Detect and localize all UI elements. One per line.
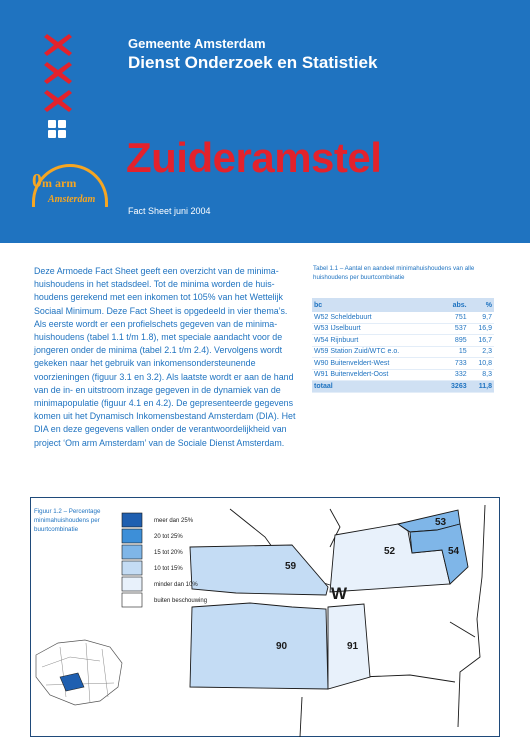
legend-label: minder dan 10% (154, 582, 198, 588)
map-caption: Figuur 1.2 – Percentage minimahuishoudens per buurtcombinatie (34, 508, 101, 533)
table-cell: 10,8 (469, 358, 494, 370)
dots-icon (48, 120, 66, 138)
logo-text-line1 (32, 170, 76, 193)
cross-icon (44, 34, 72, 56)
map-area-label: 90 (276, 641, 288, 652)
table-header-cell: abs. (440, 298, 468, 312)
om-arm-amsterdam-logo (28, 162, 118, 222)
org-department: Dienst Onderzoek en Statistiek (128, 53, 378, 72)
table-cell: 895 (440, 335, 468, 347)
table-total-row (312, 381, 494, 393)
header-banner (0, 0, 530, 243)
table-row (312, 312, 494, 323)
logo-text-line2: Amsterdam (48, 194, 96, 205)
map-area-label: 59 (285, 561, 297, 572)
map-area-label: 91 (347, 641, 359, 652)
cross-icon (44, 90, 72, 112)
table-row (312, 335, 494, 347)
table-cell: 751 (440, 312, 468, 323)
legend-swatch (122, 513, 142, 527)
table-cell: 3263 (440, 381, 468, 393)
map-area-label: 54 (448, 546, 460, 557)
amsterdam-crosses (44, 34, 72, 118)
map-area-label: 53 (435, 517, 447, 528)
page-subtitle: Fact Sheet juni 2004 (128, 206, 211, 216)
table-header-cell: % (469, 298, 494, 312)
table-cell: totaal (312, 381, 440, 393)
legend-label: meer dan 25% (154, 518, 194, 524)
table-row (312, 323, 494, 335)
legend-label: 20 tot 25% (154, 534, 183, 540)
table-header-row (312, 298, 494, 312)
table-cell: 2,3 (469, 346, 494, 358)
legend-label: 10 tot 15% (154, 566, 183, 572)
legend-label: buiten beschouwing (154, 598, 208, 604)
table-cell: 9,7 (469, 312, 494, 323)
table-cell: 8,3 (469, 369, 494, 381)
table-cell: W91 Buitenveldert-Oost (312, 369, 440, 381)
legend-swatch (122, 529, 142, 543)
legend-swatch (122, 545, 142, 559)
table-cell: 16,7 (469, 335, 494, 347)
table-row (312, 346, 494, 358)
map-area-label: 52 (384, 546, 396, 557)
table-row (312, 369, 494, 381)
map-area-90 (190, 603, 328, 689)
legend-swatch (122, 593, 142, 607)
legend-swatch (122, 561, 142, 575)
table-cell: W52 Scheldebuurt (312, 312, 440, 323)
org-name: Gemeente Amsterdam (128, 36, 266, 51)
table-cell: 16,9 (469, 323, 494, 335)
table-cell: 11,8 (469, 381, 494, 393)
table-cell: W53 IJselbuurt (312, 323, 440, 335)
logo-text-zero: 0 (32, 170, 42, 192)
cross-icon (44, 62, 72, 84)
intro-paragraph: Deze Armoede Fact Sheet geeft een overzicht van de minima-huishoudens in het stadsdeel. Tot de minima worden de huis-houdens gerekend met een inkomen tot 105% van het Wettelijk Sociaal Minimum. Deze Fact Sheet is opgedeeld in vier thema’s. Als eerste wordt er een profielschets gegeven van de minima-huishoudens (tabel 1.1 t/m 1.8), met speciale aandacht voor de jongeren onder de minima (tabel 2.1 t/m 2.4). Vervolgens wordt gekeken naar het gebruik van inkomensondersteunende voorzieningen (figuur 3.1 en 3.2). Als laatste wordt er aan de hand van de in- en uitstroom inzage gegeven in de dynamiek van de minimapopulatie (figuur 4.1 en 4.2). De gepresenteerde gegevens komen uit het Dynamisch Inkomensbestand Amsterdam (DIA). Het DIA en deze gegevens vallen onder de verantwoordelijkheid van project ‘Om arm Amsterdam’ van de Sociale Dienst Amsterdam. (34, 266, 296, 448)
minima-table (312, 298, 494, 393)
table-cell: W90 Buitenveldert-West (312, 358, 440, 370)
table-header-cell: bc (312, 298, 440, 312)
district-label: W (331, 584, 348, 603)
table-cell: 15 (440, 346, 468, 358)
table-cell: 733 (440, 358, 468, 370)
table-cell: W54 Rijnbuurt (312, 335, 440, 347)
legend-swatch (122, 577, 142, 591)
logo-text-marm: m arm (42, 176, 77, 190)
table-cell: 537 (440, 323, 468, 335)
table-row (312, 358, 494, 370)
table-caption: Tabel 1.1 – Aantal en aandeel minimahuishoudens van alle huishoudens per buurtcombinatie (313, 265, 475, 281)
table-cell: W59 Station Zuid/WTC e.o. (312, 346, 440, 358)
legend-label: 15 tot 20% (154, 550, 183, 556)
table-cell: 332 (440, 369, 468, 381)
page-title: Zuideramstel (126, 134, 382, 181)
